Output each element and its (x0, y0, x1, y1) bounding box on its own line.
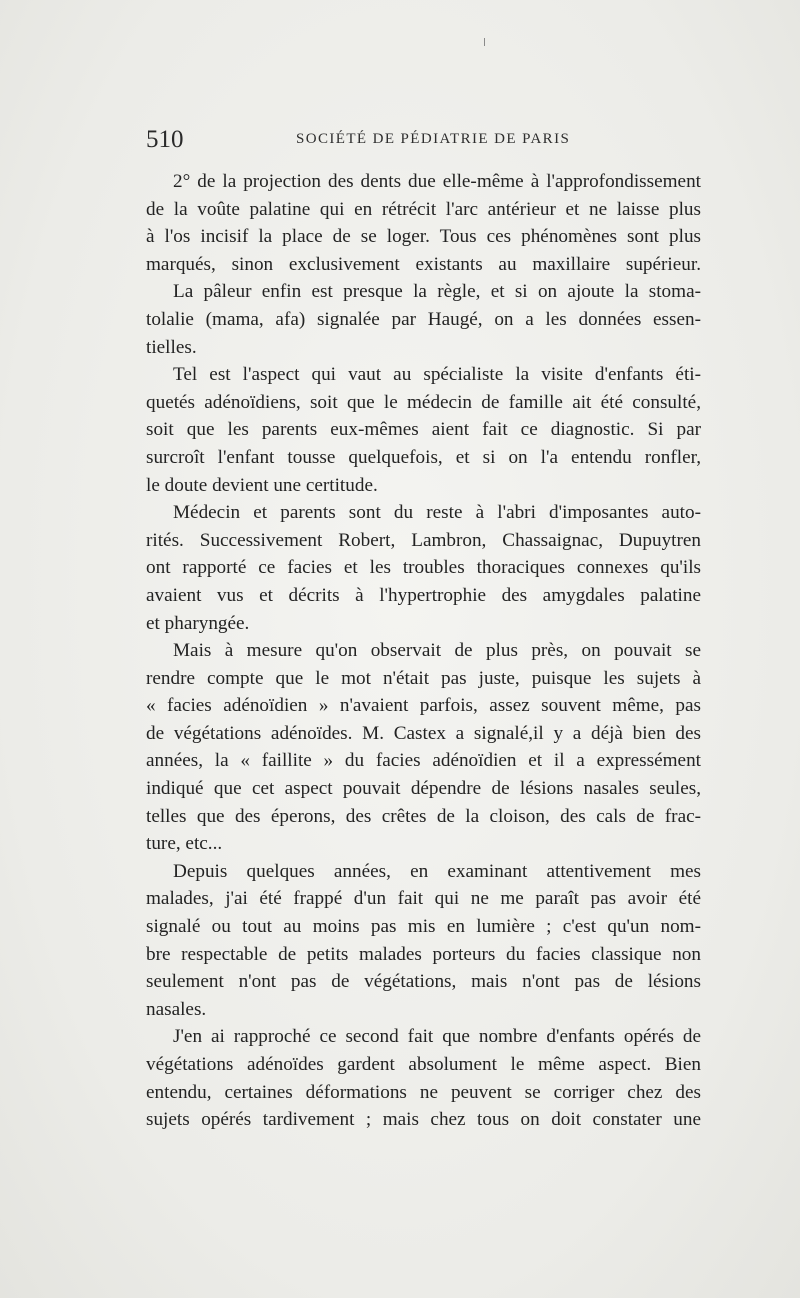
text-line: entendu, certaines déformations ne peuvent se corriger chez des (146, 1081, 701, 1103)
running-head: SOCIÉTÉ DE PÉDIATRIE DE PARIS (296, 131, 571, 147)
text-line: ture, etc... (146, 833, 223, 855)
text-line: La pâleur enfin est presque la règle, et si on ajoute la stoma- (173, 281, 701, 303)
text-line: rendre compte que le mot n'était pas juste, puisque les sujets à (146, 667, 701, 689)
text-line: végétations adénoïdes gardent absolument le même aspect. Bien (146, 1054, 701, 1075)
text-line: Depuis quelques années, en examinant attentivement mes (173, 860, 701, 882)
text-line: avaient vus et décrits à l'hypertrophie des amygdales palatine (146, 584, 701, 606)
text-line: Tel est l'aspect qui vaut au spécialiste la visite d'enfants éti- (173, 364, 701, 386)
text-line: sujets opérés tardivement ; mais chez tous on doit constater une (146, 1109, 701, 1131)
text-line: signalé ou tout au moins pas mis en lumière ; c'est qu'un nom- (146, 916, 701, 938)
text-line: nasales. (146, 998, 207, 1020)
text-line: années, la « faillite » du facies adénoïdien et il a expressément (146, 750, 701, 772)
page-number: 510 (146, 126, 184, 153)
text-line: ont rapporté ce facies et les troubles thoraciques connexes qu'ils (146, 557, 701, 579)
text-line: telles que des éperons, des crêtes de la cloison, des cals de frac- (146, 805, 701, 827)
text-line: de la voûte palatine qui en rétrécit l'arc antérieur et ne laisse plus (146, 198, 701, 220)
text-line: tolalie (mama, afa) signalée par Haugé, on a les données essen- (146, 308, 701, 330)
text-line: soit que les parents eux-mêmes aient fait ce diagnostic. Si par (146, 419, 701, 441)
text-line: « facies adénoïdien » n'avaient parfois, assez souvent même, pas (146, 695, 701, 717)
text-line: Médecin et parents sont du reste à l'abri d'imposantes auto- (173, 502, 701, 524)
text-line: J'en ai rapproché ce second fait que nombre d'enfants opérés de (173, 1026, 701, 1048)
text-line: Mais à mesure qu'on observait de plus près, on pouvait se (173, 640, 701, 662)
stray-mark (484, 38, 485, 46)
text-line: tielles. (146, 336, 197, 358)
text-line: malades, j'ai été frappé d'un fait qui ne me paraît pas avoir été (146, 888, 701, 910)
page-header (146, 126, 701, 156)
text-line: surcroît l'enfant tousse quelquefois, et si on l'a entendu ronfler, (146, 446, 701, 468)
text-line: et pharyngée. (146, 612, 250, 634)
text-line: marqués, sinon exclusivement existants au maxillaire supérieur. (146, 253, 701, 275)
text-line: 2° de la projection des dents due elle-même à l'approfondissement (173, 171, 701, 192)
text-line: indiqué que cet aspect pouvait dépendre de lésions nasales seules, (146, 778, 701, 800)
text-line: bre respectable de petits malades porteurs du facies classique non (146, 943, 701, 965)
text-line: de végétations adénoïdes. M. Castex a signalé,il y a déjà bien des (146, 722, 701, 744)
body-text (146, 168, 701, 1134)
text-line: quetés adénoïdiens, soit que le médecin de famille ait été consulté, (146, 391, 701, 413)
text-line: à l'os incisif la place de se loger. Tous ces phénomènes sont plus (146, 226, 701, 248)
text-line: rités. Successivement Robert, Lambron, Chassaignac, Dupuytren (146, 529, 701, 551)
text-line: seulement n'ont pas de végétations, mais n'ont pas de lésions (146, 971, 701, 993)
text-line: le doute devient une certitude. (146, 474, 378, 496)
